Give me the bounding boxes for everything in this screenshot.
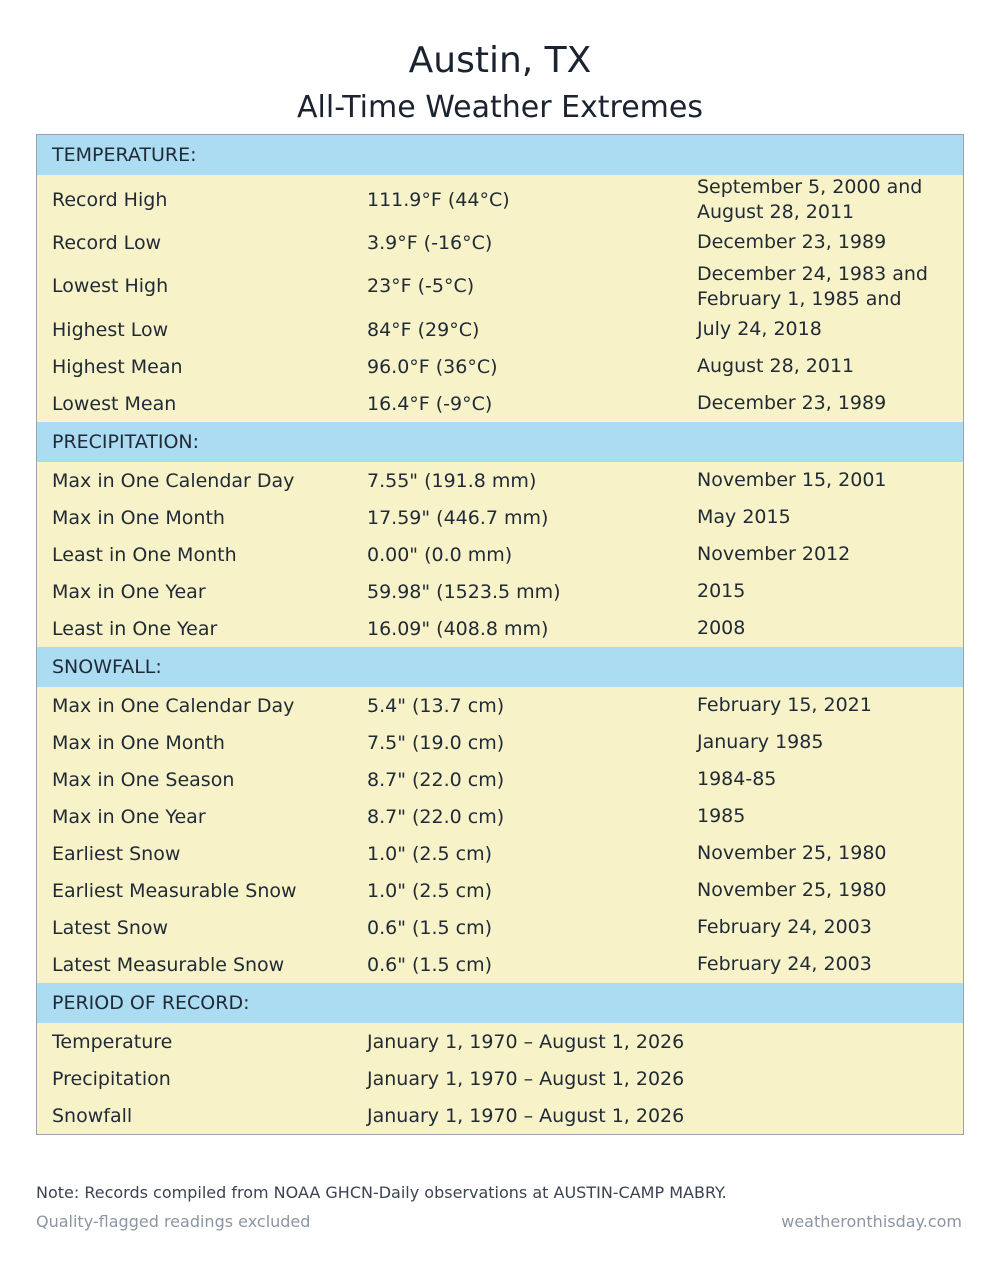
row-label: Latest Measurable Snow <box>52 953 285 976</box>
row-date: November 25, 1980 <box>697 842 887 864</box>
row-date: May 2015 <box>697 506 791 528</box>
row-label: Record Low <box>52 231 162 254</box>
site-credit: weatheronthisday.com <box>781 1212 962 1231</box>
table-row <box>37 499 963 536</box>
row-date: December 24, 1983 and February 1, 1985 and <box>697 263 928 310</box>
row-label: Highest Mean <box>52 355 183 378</box>
row-label: Record High <box>52 188 168 211</box>
row-value: 17.59" (446.7 mm) <box>367 506 549 529</box>
row-label: Max in One Year <box>52 580 206 603</box>
row-date: August 28, 2011 <box>697 355 855 377</box>
table-row <box>37 261 963 311</box>
row-value: 0.00" (0.0 mm) <box>367 543 513 566</box>
row-date: July 24, 2018 <box>697 318 822 340</box>
row-label: Max in One Year <box>52 805 206 828</box>
row-value: 96.0°F (36°C) <box>367 355 498 378</box>
page-subtitle: All-Time Weather Extremes <box>297 90 703 125</box>
row-date: November 25, 1980 <box>697 879 887 901</box>
row-label: Max in One Calendar Day <box>52 694 295 717</box>
row-label: Snowfall <box>52 1104 133 1127</box>
table-row <box>37 536 963 573</box>
table-row <box>37 175 963 224</box>
row-date: 2015 <box>697 580 746 602</box>
row-date: January 1985 <box>697 731 824 753</box>
table-row <box>37 610 963 647</box>
table-row <box>37 761 963 798</box>
table-row <box>37 724 963 761</box>
row-value: 111.9°F (44°C) <box>367 188 510 211</box>
row-label: Precipitation <box>52 1067 171 1090</box>
row-label: Least in One Month <box>52 543 237 566</box>
row-date: 1984-85 <box>697 768 777 790</box>
row-date: February 15, 2021 <box>697 694 872 716</box>
row-date: November 2012 <box>697 543 851 565</box>
row-date: November 15, 2001 <box>697 469 887 491</box>
row-label: Max in One Calendar Day <box>52 469 295 492</box>
row-date: September 5, 2000 and August 28, 2011 <box>697 175 923 223</box>
row-label: Least in One Year <box>52 617 218 640</box>
table-row <box>37 385 963 422</box>
table-row <box>37 1060 963 1097</box>
row-label: Lowest High <box>52 275 169 297</box>
row-date: February 24, 2003 <box>697 916 872 938</box>
table-row <box>37 835 963 872</box>
row-value: 7.5" (19.0 cm) <box>367 731 505 754</box>
extremes-table <box>36 134 964 1135</box>
row-value: 0.6" (1.5 cm) <box>367 953 493 976</box>
row-value: 1.0" (2.5 cm) <box>367 879 493 902</box>
row-value: 7.55" (191.8 mm) <box>367 469 537 492</box>
row-label: Lowest Mean <box>52 392 177 415</box>
row-value: January 1, 1970 – August 1, 2026 <box>367 1067 685 1090</box>
row-label: Max in One Season <box>52 768 235 791</box>
section-header-precipitation: PRECIPITATION: <box>37 422 963 462</box>
table-row <box>37 909 963 946</box>
row-value: January 1, 1970 – August 1, 2026 <box>367 1030 685 1053</box>
table-row <box>37 462 963 499</box>
row-label: Highest Low <box>52 318 169 341</box>
table-row <box>37 687 963 724</box>
table-row <box>37 946 963 983</box>
row-value: January 1, 1970 – August 1, 2026 <box>367 1104 685 1127</box>
table-row <box>37 798 963 835</box>
row-label: Earliest Snow <box>52 842 181 865</box>
row-label: Max in One Month <box>52 731 225 754</box>
row-date: December 23, 1989 <box>697 392 887 414</box>
table-row <box>37 872 963 909</box>
row-value: 8.7" (22.0 cm) <box>367 768 505 791</box>
table-row <box>37 311 963 348</box>
quality-note: Quality-flagged readings excluded <box>36 1212 311 1231</box>
row-value: 5.4" (13.7 cm) <box>367 694 505 717</box>
row-value: 84°F (29°C) <box>367 318 480 341</box>
table-row <box>37 1097 963 1134</box>
row-label: Temperature <box>52 1030 173 1053</box>
row-date: 2008 <box>697 617 746 639</box>
row-label: Max in One Month <box>52 506 225 529</box>
row-value: 59.98" (1523.5 mm) <box>367 580 561 603</box>
row-value: 16.09" (408.8 mm) <box>367 617 549 640</box>
row-date: 1985 <box>697 805 746 827</box>
section-header-period: PERIOD OF RECORD: <box>37 983 963 1023</box>
row-value: 0.6" (1.5 cm) <box>367 916 493 939</box>
table-row <box>37 224 963 261</box>
row-value: 16.4°F (-9°C) <box>367 392 493 415</box>
row-label: Earliest Measurable Snow <box>52 879 297 902</box>
row-value: 3.9°F (-16°C) <box>367 231 493 254</box>
row-value: 8.7" (22.0 cm) <box>367 805 505 828</box>
section-header-snowfall: SNOWFALL: <box>37 647 963 687</box>
row-date: February 24, 2003 <box>697 953 872 975</box>
row-value: 23°F (-5°C) <box>367 275 475 297</box>
table-row <box>37 348 963 385</box>
table-row <box>37 1023 963 1060</box>
row-value: 1.0" (2.5 cm) <box>367 842 493 865</box>
row-label: Latest Snow <box>52 916 169 939</box>
section-header-temperature: TEMPERATURE: <box>37 135 963 175</box>
page-title: Austin, TX <box>408 40 592 81</box>
row-date: December 23, 1989 <box>697 231 887 253</box>
source-note: Note: Records compiled from NOAA GHCN-Daily observations at AUSTIN-CAMP MABRY. <box>36 1183 727 1202</box>
table-row <box>37 573 963 610</box>
